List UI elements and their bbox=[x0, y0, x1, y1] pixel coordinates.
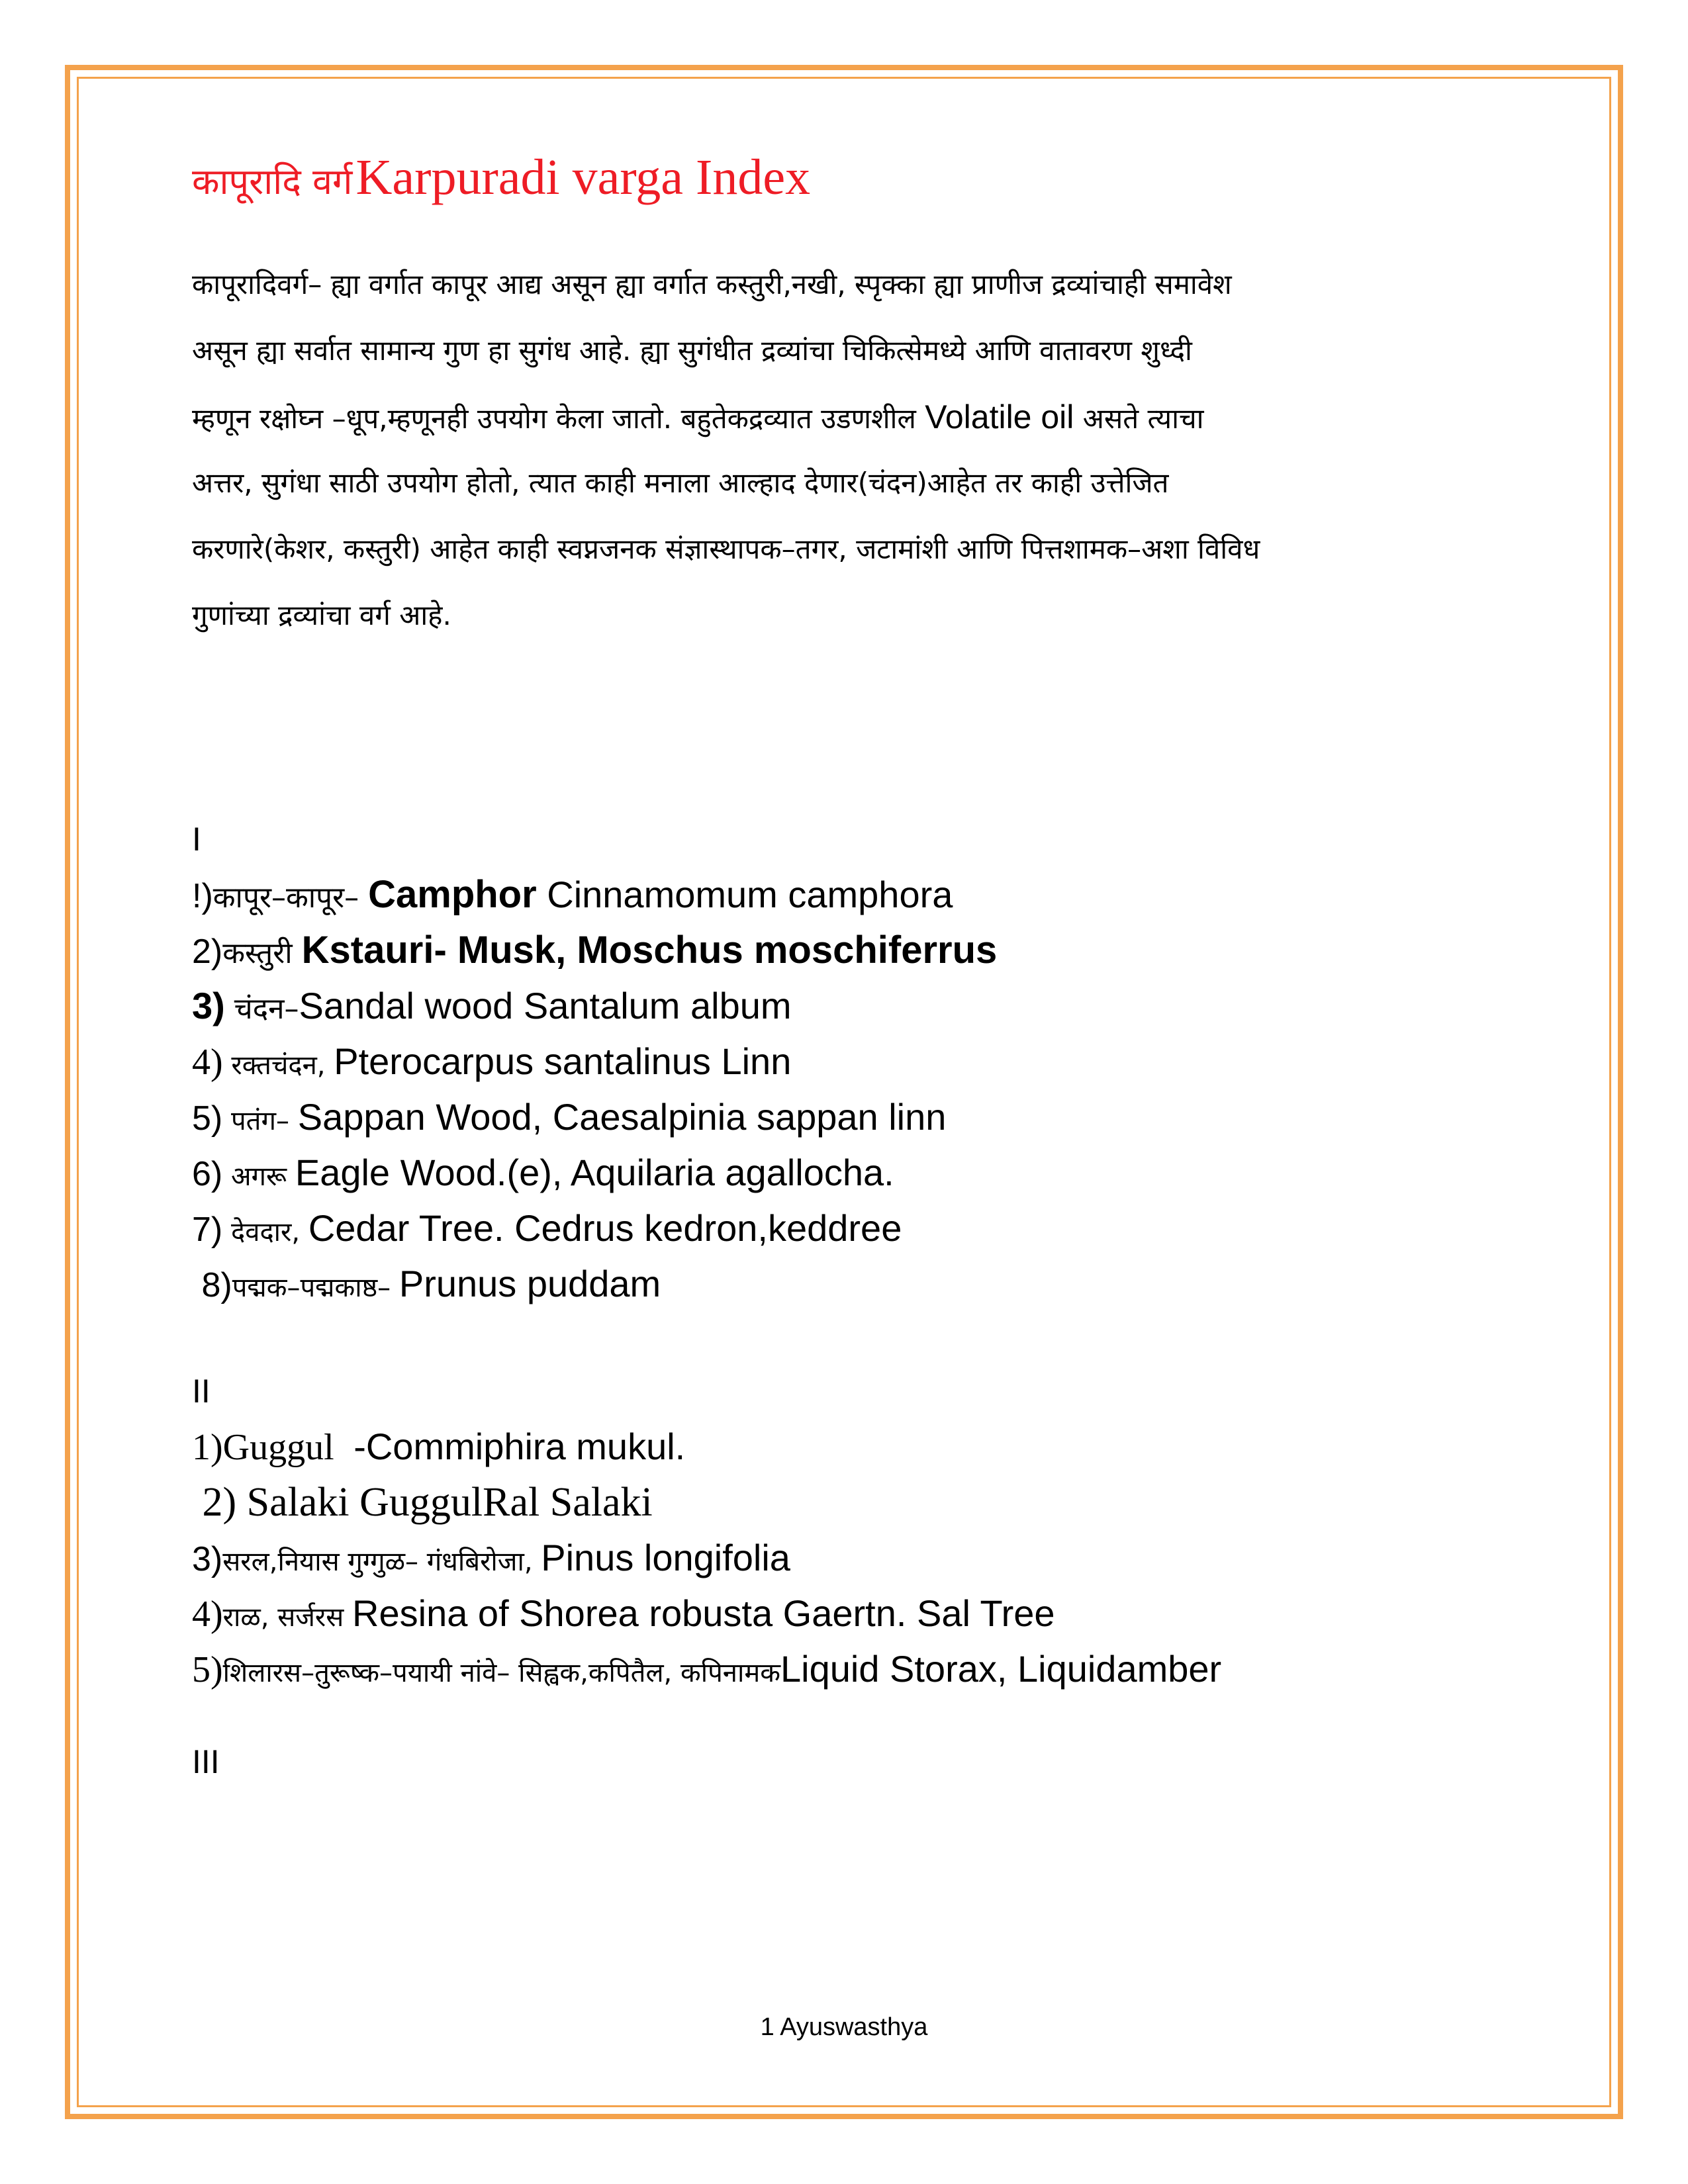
intro-text: म्हणून रक्षोघ्न –धूप,म्हणूनही उपयोग केला जातो. बहुतेकद्रव्यात उडणशील bbox=[192, 402, 925, 435]
item-number: 4) bbox=[192, 1042, 223, 1083]
section-2 bbox=[192, 1363, 1516, 1697]
item-devanagari: चंदन– bbox=[224, 992, 299, 1026]
section-1 bbox=[192, 811, 1516, 1312]
list-item bbox=[192, 1145, 1516, 1201]
item-latin: Sandal wood Santalum album bbox=[299, 985, 792, 1026]
list-item bbox=[192, 1586, 1516, 1641]
page-title bbox=[192, 149, 810, 206]
item-devanagari: शिलारस–तुरूष्क–पयायी नांवे– सिह्वक,कपितैल, कपिनामक bbox=[222, 1658, 780, 1688]
list-item bbox=[192, 1475, 1516, 1530]
item-devanagari: पद्मक–पद्मकाष्ठ– bbox=[232, 1273, 399, 1303]
list-item bbox=[192, 978, 1516, 1034]
list-item bbox=[192, 1201, 1516, 1256]
intro-line: अत्तर, सुगंधा साठी उपयोग होतो, त्यात काही मनाला आल्हाद देणार(चंदन)आहेत तर काही उत्तेजित bbox=[192, 467, 1169, 499]
item-latin: -Commiphira mukul. bbox=[343, 1426, 686, 1467]
item-latin: Eagle Wood.(e), Aquilaria agallocha. bbox=[295, 1152, 894, 1193]
item-number: 4) bbox=[192, 1594, 223, 1635]
item-latin: Sappan Wood, Caesalpinia sappan linn bbox=[297, 1096, 947, 1138]
section-heading: II bbox=[192, 1373, 211, 1410]
list-item bbox=[192, 1089, 1516, 1145]
section-3 bbox=[192, 1734, 1516, 1790]
item-devanagari: सरल,नियास गुग्गुळ– गंधबिरोजा, bbox=[222, 1547, 541, 1577]
list-item bbox=[192, 1256, 1516, 1312]
item-number: 5) bbox=[192, 1099, 223, 1138]
item-latin: Pterocarpus santalinus Linn bbox=[334, 1040, 792, 1082]
item-latin: Cedar Tree. Cedrus kedron,keddree bbox=[308, 1207, 902, 1249]
item-devanagari: कापूर–कापूर– bbox=[212, 881, 369, 915]
list-item bbox=[192, 1419, 1516, 1475]
item-latin: Liquid Storax, Liquidamber bbox=[780, 1648, 1222, 1690]
item-number: 8) bbox=[192, 1266, 232, 1304]
section-heading: I bbox=[192, 821, 201, 858]
item-devanagari: राळ, सर्जरस bbox=[222, 1602, 353, 1633]
intro-line: करणारे(केशर, कस्तुरी) आहेत काही स्वप्नजनक संज्ञास्थापक–तगर, जटामांशी आणि पित्तशामक–अशा विविध bbox=[192, 533, 1260, 565]
section-heading: III bbox=[192, 1743, 220, 1780]
item-number: 7) bbox=[192, 1210, 223, 1249]
item-latin-bold: Camphor bbox=[368, 873, 537, 916]
item-latin: Pinus longifolia bbox=[541, 1537, 790, 1578]
intro-volatile-oil: Volatile oil bbox=[925, 398, 1074, 435]
item-number: 1) bbox=[192, 1427, 223, 1468]
list-item bbox=[192, 1641, 1516, 1697]
intro-line bbox=[192, 384, 1503, 450]
list-item bbox=[192, 923, 1516, 978]
item-devanagari: देवदार, bbox=[222, 1217, 308, 1248]
item-devanagari: रक्तचंदन, bbox=[222, 1050, 334, 1081]
item-devanagari: पतंग– bbox=[222, 1106, 298, 1136]
list-item bbox=[192, 1530, 1516, 1586]
intro-line: गुणांच्या द्रव्यांचा वर्ग आहे. bbox=[192, 599, 451, 631]
page-footer: 1 Ayuswasthya bbox=[760, 2013, 928, 2041]
item-number: 5) bbox=[192, 1649, 223, 1690]
item-number: 6) bbox=[192, 1155, 223, 1193]
item-latin: Guggul bbox=[222, 1427, 344, 1468]
intro-line: असून ह्या सर्वात सामान्य गुण हा सुगंध आहे. ह्या सुगंधीत द्रव्यांचा चिकित्सेमध्ये आणि वातावरण शुध्दी bbox=[192, 334, 1192, 367]
item-latin-bold: Kstauri- Musk, Moschus moschiferrus bbox=[301, 929, 998, 972]
intro-line: कापूरादिवर्ग– ह्या वर्गात कापूर आद्य असून ह्या वर्गात कस्तुरी,नखी, स्पृक्का ह्या प्राणीज द्रव्यांचाही समावेश bbox=[192, 268, 1232, 300]
item-latin: 2) Salaki GuggulRal Salaki bbox=[192, 1480, 653, 1525]
item-number: 3) bbox=[192, 985, 225, 1026]
title-latin: Karpuradi varga Index bbox=[355, 150, 811, 205]
item-number: 3) bbox=[192, 1540, 223, 1578]
intro-text: असते त्याचा bbox=[1074, 402, 1204, 435]
intro-paragraph bbox=[192, 251, 1503, 649]
item-number: !) bbox=[192, 877, 213, 915]
item-latin: Prunus puddam bbox=[399, 1263, 661, 1304]
item-latin: Resina of Shorea robusta Gaertn. Sal Tree bbox=[352, 1592, 1055, 1634]
title-devanagari: कापूरादि वर्ग bbox=[192, 161, 353, 203]
list-item bbox=[192, 1034, 1516, 1089]
item-devanagari: कस्तुरी bbox=[222, 936, 302, 970]
item-devanagari: अगरू bbox=[222, 1161, 295, 1192]
item-number: 2) bbox=[192, 933, 223, 971]
item-latin: Cinnamomum camphora bbox=[536, 874, 953, 915]
list-item bbox=[192, 867, 1516, 923]
